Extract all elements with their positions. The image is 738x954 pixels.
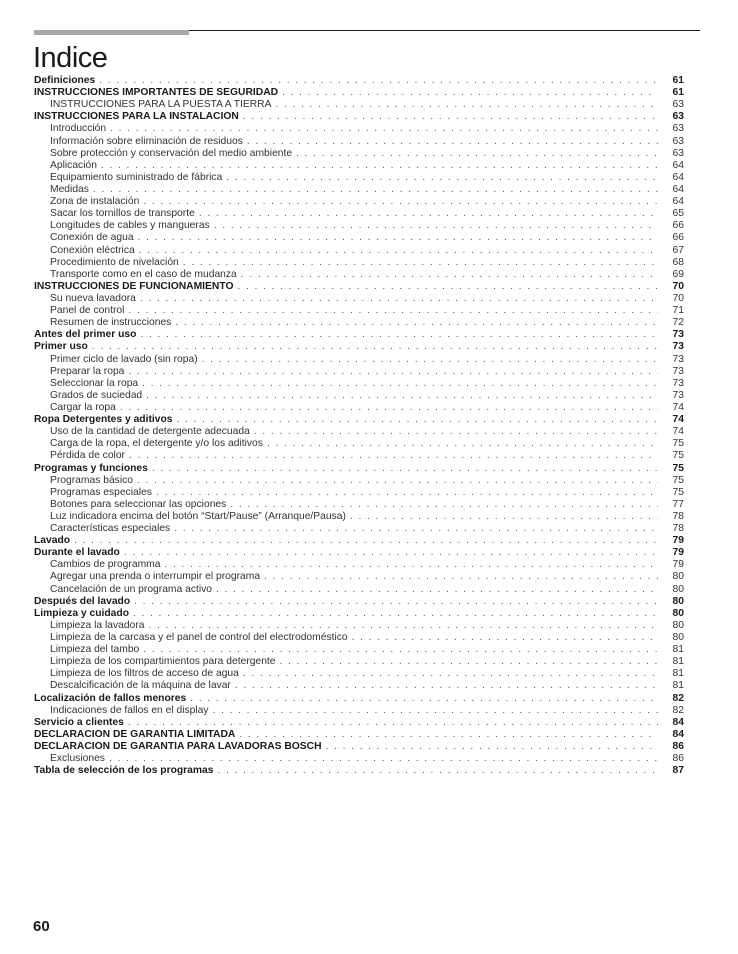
toc-entry-page: 78 (672, 523, 684, 535)
dot-leader (176, 414, 658, 426)
toc-subsection-entry[interactable] (34, 269, 684, 281)
toc-entry-page: 74 (672, 426, 684, 438)
dot-leader (164, 559, 658, 571)
dot-leader (183, 257, 658, 269)
dot-leader (99, 75, 658, 87)
toc-entry-page: 66 (672, 220, 684, 232)
toc-entry-page: 75 (672, 438, 684, 450)
toc-entry-page: 75 (672, 486, 684, 498)
header-accent-bar (34, 30, 189, 35)
toc-entry-label: Información sobre eliminación de residuos (50, 135, 243, 147)
toc-subsection-entry[interactable] (34, 511, 684, 523)
dot-leader (350, 511, 658, 523)
toc-subsection-entry[interactable] (34, 680, 684, 692)
toc-entry-label: Antes del primer uso (34, 329, 137, 341)
toc-entry-page: 80 (672, 632, 684, 644)
toc-entry-page: 75 (672, 450, 684, 462)
dot-leader (230, 499, 658, 511)
toc-entry-label: INSTRUCCIONES PARA LA PUESTA A TIERRA (50, 99, 272, 111)
toc-entry-page: 61 (672, 75, 684, 86)
dot-leader (218, 765, 659, 777)
dot-leader (280, 656, 658, 668)
toc-entry-page: 86 (672, 741, 684, 753)
dot-leader (140, 329, 658, 341)
toc-entry-label: Aplicación (50, 159, 97, 171)
dot-leader (146, 390, 658, 402)
toc-section-entry[interactable] (34, 741, 684, 753)
toc-subsection-entry[interactable] (34, 232, 684, 244)
toc-subsection-entry[interactable] (34, 402, 684, 414)
dot-leader (174, 523, 658, 535)
toc-entry-label: Uso de la cantidad de detergente adecuada (50, 426, 250, 438)
toc-entry-page: 73 (672, 341, 684, 353)
toc-entry-page: 61 (672, 87, 684, 99)
toc-entry-label: Sacar los tornillos de transporte (50, 208, 195, 220)
toc-entry-label: Durante el lavado (34, 547, 120, 559)
toc-entry-label: Transporte como en el caso de mudanza (50, 268, 237, 280)
toc-entry-page: 80 (672, 607, 684, 619)
dot-leader (175, 317, 658, 329)
dot-leader (139, 245, 658, 257)
dot-leader (254, 426, 658, 438)
dot-leader (241, 269, 658, 281)
toc-entry-page: 64 (672, 196, 684, 208)
toc-subsection-entry[interactable] (34, 220, 684, 232)
toc-entry-page: 79 (672, 559, 684, 571)
toc-subsection-entry[interactable] (34, 293, 684, 305)
dot-leader (124, 547, 658, 559)
toc-entry-label: Ropa Detergentes y aditivos (34, 414, 173, 426)
toc-entry-page: 72 (672, 317, 684, 329)
toc-entry-label: Primer uso (34, 341, 88, 353)
toc-entry-page: 67 (672, 244, 684, 256)
toc-entry-label: Descalcificación de la máquina de lavar (50, 680, 231, 692)
toc-entry-page: 80 (672, 595, 684, 607)
toc-entry-label: Limpieza del tambo (50, 644, 140, 656)
toc-subsection-entry[interactable] (34, 257, 684, 269)
toc-entry-label: Limpieza la lavadora (50, 619, 145, 631)
toc-entry-page: 68 (672, 256, 684, 268)
toc-entry-page: 73 (672, 353, 684, 365)
toc-entry-page: 65 (672, 208, 684, 220)
dot-leader (128, 717, 658, 729)
toc-entry-page: 75 (672, 474, 684, 486)
toc-entry-label: Conexión eléctrica (50, 244, 135, 256)
toc-entry-page: 82 (672, 692, 684, 704)
toc-subsection-entry[interactable] (34, 426, 684, 438)
dot-leader (199, 208, 658, 220)
toc-entry-label: Localización de fallos menores (34, 692, 187, 704)
dot-leader (214, 220, 658, 232)
dot-leader (243, 668, 658, 680)
toc-entry-label: INSTRUCCIONES PARA LA INSTALACIÓN (34, 111, 239, 123)
toc-entry-label: DECLARACIÓN DE GARANTÍA LIMITADA (34, 728, 236, 740)
toc-entry-page: 79 (672, 547, 684, 559)
dot-leader (110, 123, 658, 135)
toc-section-entry[interactable] (34, 693, 684, 705)
toc-section-entry[interactable] (34, 717, 684, 729)
dot-leader (128, 366, 658, 378)
toc-entry-label: Preparar la ropa (50, 365, 125, 377)
toc-entry-page: 75 (672, 462, 684, 474)
toc-entry-page: 77 (672, 498, 684, 510)
toc-entry-page: 70 (672, 292, 684, 304)
toc-subsection-entry[interactable] (34, 559, 684, 571)
toc-subsection-entry[interactable] (34, 354, 684, 366)
dot-leader (216, 584, 658, 596)
toc-entry-page: 69 (672, 268, 684, 280)
toc-subsection-entry[interactable] (34, 172, 684, 184)
toc-entry-page: 82 (672, 704, 684, 716)
dot-leader (120, 402, 658, 414)
toc-entry-label: Limpieza de los filtros de acceso de agua (50, 668, 239, 680)
toc-entry-page: 84 (672, 728, 684, 740)
toc-subsection-entry[interactable] (34, 317, 684, 329)
toc-section-entry[interactable] (34, 535, 684, 547)
toc-subsection-entry[interactable] (34, 499, 684, 511)
toc-subsection-entry[interactable] (34, 475, 684, 487)
dot-leader (92, 341, 658, 353)
dot-leader (239, 729, 658, 741)
toc-subsection-entry[interactable] (34, 390, 684, 402)
toc-subsection-entry[interactable] (34, 184, 684, 196)
page-title: Indice (33, 42, 108, 74)
dot-leader (140, 293, 658, 305)
dot-leader (243, 111, 658, 123)
toc-subsection-entry[interactable] (34, 584, 684, 596)
dot-leader (137, 475, 658, 487)
toc-subsection-entry[interactable] (34, 136, 684, 148)
toc-entry-label: Definiciones (34, 75, 96, 86)
toc-subsection-entry[interactable] (34, 160, 684, 172)
dot-leader (138, 232, 658, 244)
dot-leader (143, 644, 658, 656)
toc-entry-page: 81 (672, 668, 684, 680)
toc-entry-label: Botones para seleccionar las opciones (50, 498, 227, 510)
toc-subsection-entry[interactable] (34, 656, 684, 668)
toc-entry-label: Primer ciclo de lavado (sin ropa) (50, 353, 198, 365)
dot-leader (142, 378, 658, 390)
toc-entry-label: Luz indicadora encima del botón “Start/Pause” (Arranque/Pausa) (50, 510, 346, 522)
toc-subsection-entry[interactable] (34, 644, 684, 656)
toc-section-entry[interactable] (34, 329, 684, 341)
dot-leader (237, 281, 658, 293)
toc-entry-page: 63 (672, 135, 684, 147)
toc-entry-label: Lavado (34, 535, 71, 547)
toc-entry-page: 64 (672, 183, 684, 195)
toc-subsection-entry[interactable] (34, 378, 684, 390)
toc-entry-label: Longitudes de cables y mangueras (50, 220, 210, 232)
toc-entry-page: 79 (672, 535, 684, 547)
toc-entry-page: 64 (672, 171, 684, 183)
toc-entry-label: Grados de suciedad (50, 389, 143, 401)
dot-leader (156, 487, 658, 499)
toc-subsection-entry[interactable] (34, 366, 684, 378)
toc-entry-page: 80 (672, 583, 684, 595)
toc-entry-label: Pérdida de color (50, 450, 125, 462)
toc-section-entry[interactable] (34, 281, 684, 293)
toc-section-entry[interactable] (34, 341, 684, 353)
toc-section-entry[interactable] (34, 414, 684, 426)
toc-entry-label: Zona de instalación (50, 196, 140, 208)
dot-leader (235, 680, 658, 692)
toc-entry-label: Introducción (50, 123, 107, 135)
toc-entry-label: Características especiales (50, 523, 171, 535)
toc-entry-label: Sobre protección y conservación del medio ambiente (50, 147, 293, 159)
toc-entry-label: Limpieza de los compartimientos para detergente (50, 656, 276, 668)
toc-subsection-entry[interactable] (34, 123, 684, 135)
toc-subsection-entry[interactable] (34, 523, 684, 535)
toc-entry-label: Medidas (50, 183, 89, 195)
toc-entry-label: Indicaciones de fallos en el display (50, 704, 209, 716)
toc-section-entry[interactable] (34, 608, 684, 620)
toc-entry-label: Cargar la ropa (50, 401, 116, 413)
toc-entry-page: 80 (672, 571, 684, 583)
dot-leader (152, 463, 658, 475)
toc-subsection-entry[interactable] (34, 99, 684, 111)
toc-entry-page: 70 (672, 280, 684, 292)
toc-entry-page: 66 (672, 232, 684, 244)
dot-leader (109, 753, 658, 765)
toc-entry-page: 63 (672, 111, 684, 123)
toc-subsection-entry[interactable] (34, 487, 684, 499)
dot-leader (101, 160, 658, 172)
toc-entry-label: Servicio a clientes (34, 716, 124, 728)
toc-subsection-entry[interactable] (34, 438, 684, 450)
toc-entry-page: 81 (672, 644, 684, 656)
dot-leader (267, 438, 658, 450)
dot-leader (93, 184, 658, 196)
toc-entry-label: Resumen de instrucciones (50, 317, 172, 329)
toc-entry-label: Conexión de agua (50, 232, 134, 244)
dot-leader (352, 632, 658, 644)
toc-entry-page: 73 (672, 377, 684, 389)
toc-entry-page: 81 (672, 680, 684, 692)
dot-leader (128, 305, 658, 317)
toc-entry-label: Cambios de programma (50, 559, 161, 571)
toc-subsection-entry[interactable] (34, 450, 684, 462)
toc-entry-label: Exclusiones (50, 753, 105, 765)
toc-section-entry[interactable] (34, 75, 684, 87)
toc-entry-page: 80 (672, 619, 684, 631)
toc-entry-label: Carga de la ropa, el detergente y/o los aditivos (50, 438, 263, 450)
toc-entry-label: Programas especiales (50, 486, 152, 498)
toc-entry-label: Tabla de selección de los programas (34, 765, 214, 777)
toc-entry-label: Su nueva lavadora (50, 292, 136, 304)
toc-entry-label: Programas básico (50, 474, 133, 486)
toc-entry-label: Cancelación de un programa activo (50, 583, 212, 595)
toc-subsection-entry[interactable] (34, 571, 684, 583)
toc-entry-page: 78 (672, 510, 684, 522)
toc-subsection-entry[interactable] (34, 632, 684, 644)
toc-entry-label: Limpieza y cuidado (34, 607, 129, 619)
toc-entry-label: Procedimiento de nivelación (50, 256, 179, 268)
dot-leader (213, 705, 658, 717)
toc-subsection-entry[interactable] (34, 753, 684, 765)
toc-entry-page: 63 (672, 123, 684, 135)
dot-leader (133, 608, 658, 620)
toc-entry-page: 87 (672, 765, 684, 777)
toc-subsection-entry[interactable] (34, 245, 684, 257)
toc-entry-label: Agregar una prenda o interrumpir el programa (50, 571, 261, 583)
toc-entry-label: INSTRUCCIONES IMPORTANTES DE SEGURIDAD (34, 87, 279, 99)
dot-leader (74, 535, 658, 547)
dot-leader (134, 596, 658, 608)
dot-leader (226, 172, 658, 184)
table-of-contents (34, 75, 684, 777)
toc-section-entry[interactable] (34, 547, 684, 559)
toc-entry-page: 64 (672, 159, 684, 171)
toc-entry-label: Programas y funciones (34, 462, 148, 474)
toc-section-entry[interactable] (34, 596, 684, 608)
toc-subsection-entry[interactable] (34, 668, 684, 680)
toc-entry-page: 74 (672, 401, 684, 413)
dot-leader (264, 571, 658, 583)
toc-subsection-entry[interactable] (34, 148, 684, 160)
toc-subsection-entry[interactable] (34, 620, 684, 632)
dot-leader (282, 87, 658, 99)
toc-entry-label: INSTRUCCIONES DE FUNCIONAMIENTO (34, 280, 234, 292)
toc-entry-label: Seleccionar la ropa (50, 377, 139, 389)
toc-entry-label: Después del lavado (34, 595, 131, 607)
toc-entry-page: 73 (672, 389, 684, 401)
toc-subsection-entry[interactable] (34, 705, 684, 717)
toc-entry-label: Limpieza de la carcasa y el panel de control del electrodoméstico (50, 632, 348, 644)
page-number: 60 (33, 918, 50, 935)
toc-entry-page: 73 (672, 365, 684, 377)
dot-leader (296, 148, 658, 160)
dot-leader (275, 99, 658, 111)
toc-subsection-entry[interactable] (34, 305, 684, 317)
dot-leader (190, 693, 658, 705)
header-rule (189, 30, 700, 31)
toc-entry-page: 86 (672, 753, 684, 765)
dot-leader (148, 620, 658, 632)
toc-entry-page: 84 (672, 716, 684, 728)
dot-leader (247, 136, 658, 148)
toc-entry-page: 73 (672, 329, 684, 341)
dot-leader (202, 354, 658, 366)
dot-leader (143, 196, 658, 208)
toc-section-entry[interactable] (34, 87, 684, 99)
toc-section-entry[interactable] (34, 729, 684, 741)
toc-entry-page: 74 (672, 414, 684, 426)
dot-leader (129, 450, 658, 462)
dot-leader (326, 741, 658, 753)
toc-entry-label: Equipamiento suministrado de fábrica (50, 171, 223, 183)
toc-entry-page: 63 (672, 99, 684, 111)
toc-entry-label: Panel de control (50, 305, 125, 317)
toc-entry-page: 81 (672, 656, 684, 668)
toc-entry-page: 63 (672, 147, 684, 159)
toc-entry-page: 71 (672, 305, 684, 317)
toc-section-entry[interactable] (34, 765, 684, 777)
toc-subsection-entry[interactable] (34, 196, 684, 208)
toc-entry-label: DECLARACIÓN DE GARANTÍA PARA LAVADORAS BOSCH (34, 741, 322, 753)
toc-section-entry[interactable] (34, 111, 684, 123)
toc-subsection-entry[interactable] (34, 208, 684, 220)
toc-section-entry[interactable] (34, 463, 684, 475)
